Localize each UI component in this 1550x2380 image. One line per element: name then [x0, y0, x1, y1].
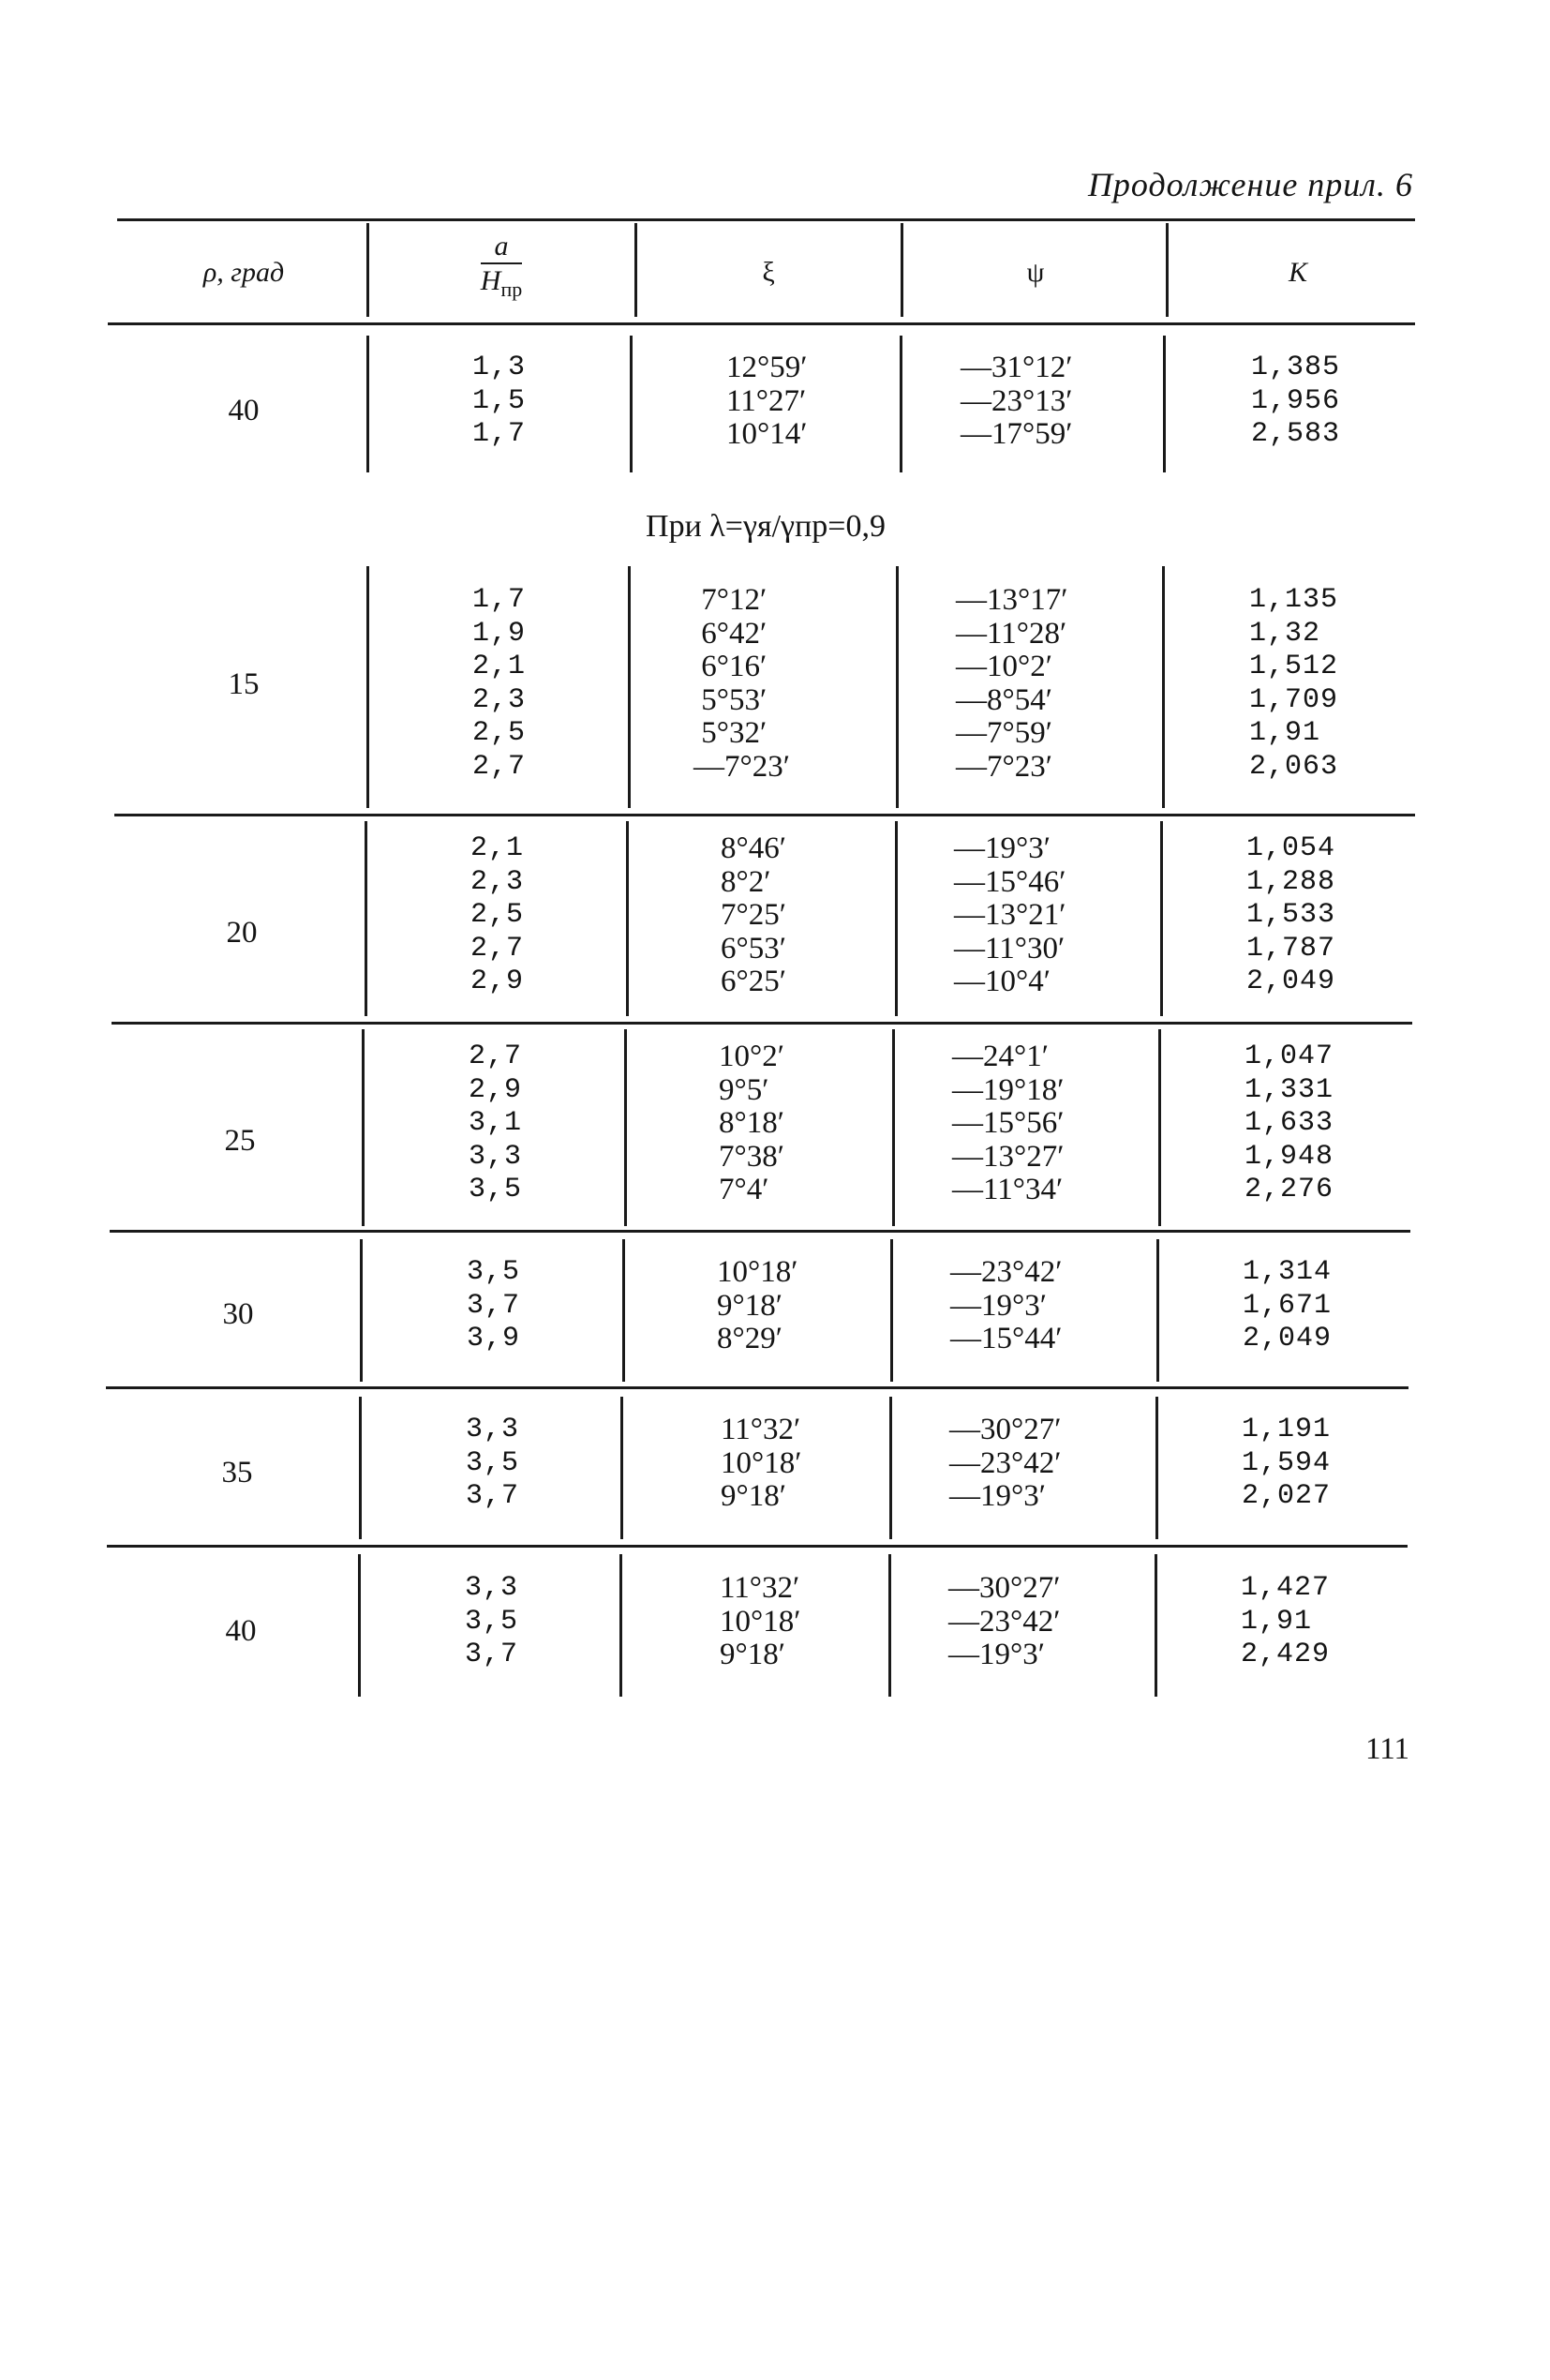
g40-psi: —30°27′ —23°42′ —19°3′: [948, 1571, 1061, 1672]
g25-divider-4: [1158, 1029, 1161, 1226]
g40-xi: 11°32′ 10°18′ 9°18′: [720, 1571, 801, 1672]
g15-divider-3: [896, 566, 899, 808]
g20-bottom-rule: [112, 1022, 1412, 1025]
g15-divider-1: [366, 566, 369, 808]
header-psi: ψ: [1026, 257, 1045, 288]
g20-psi: —19°3′ —15°46′ —13°21′ —11°30′ —10°4′: [954, 831, 1066, 999]
g15-divider-4: [1162, 566, 1165, 808]
g35-divider-3: [889, 1397, 892, 1539]
g25-rho: 25: [224, 1124, 256, 1158]
g20-divider-1: [365, 821, 367, 1016]
header-top-rule: [117, 218, 1415, 221]
ratio-den-main: H: [480, 265, 501, 296]
top-group-ratio: 1,3 1,5 1,7: [472, 352, 527, 451]
top-group-xi: 12°59′ 11°27′ 10°14′: [726, 351, 808, 452]
g40-divider-2: [619, 1554, 622, 1697]
g20-divider-2: [626, 821, 629, 1016]
g35-divider-2: [620, 1397, 623, 1539]
g25-divider-2: [624, 1029, 627, 1226]
ratio-den-sub: пр: [500, 277, 523, 301]
g30-bottom-rule: [106, 1386, 1408, 1389]
ratio-fraction: [481, 231, 522, 307]
g35-psi: —30°27′ —23°42′ —19°3′: [949, 1413, 1062, 1514]
g30-ratio: 3,5 3,7 3,9: [467, 1256, 521, 1355]
top-divider-2: [630, 336, 633, 472]
top-group-k: 1,385 1,956 2,583: [1251, 352, 1341, 451]
top-group-rho: 40: [228, 394, 260, 427]
g20-ratio: 2,1 2,3 2,5 2,7 2,9: [470, 832, 525, 998]
g20-k: 1,054 1,288 1,533 1,787 2,049: [1246, 832, 1336, 998]
g40-divider-4: [1155, 1554, 1157, 1697]
g15-divider-2: [628, 566, 631, 808]
g35-k: 1,191 1,594 2,027: [1242, 1414, 1332, 1513]
header-divider-1: [366, 223, 369, 317]
g30-divider-3: [890, 1239, 893, 1382]
top-divider-1: [366, 336, 369, 472]
g25-ratio: 2,7 2,9 3,1 3,3 3,5: [469, 1040, 523, 1206]
header-xi: ξ: [762, 257, 775, 288]
g30-k: 1,314 1,671 2,049: [1243, 1256, 1333, 1355]
g30-xi: 10°18′ 9°18′ 8°29′: [717, 1255, 798, 1356]
g40-ratio: 3,3 3,5 3,7: [465, 1572, 519, 1671]
g25-xi: 10°2′ 9°5′ 8°18′ 7°38′ 7°4′: [719, 1040, 784, 1207]
g15-rho: 15: [228, 667, 260, 701]
g30-psi: —23°42′ —19°3′ —15°44′: [950, 1255, 1063, 1356]
lambda-subheading: При λ=γя/γпр=0,9: [646, 509, 886, 544]
g20-xi: 8°46′ 8°2′ 7°25′ 6°53′ 6°25′: [721, 831, 786, 999]
g35-rho: 35: [221, 1456, 253, 1489]
ratio-numerator: a: [481, 231, 522, 264]
g20-divider-3: [895, 821, 898, 1016]
top-divider-3: [900, 336, 902, 472]
g30-divider-1: [360, 1239, 363, 1382]
g15-bottom-rule: [114, 814, 1415, 816]
top-group-psi: —31°12′ —23°13′ —17°59′: [961, 351, 1073, 452]
g35-xi: 11°32′ 10°18′ 9°18′: [721, 1413, 802, 1514]
table-caption: Продолжение прил. 6: [1087, 166, 1413, 203]
g30-divider-4: [1156, 1239, 1159, 1382]
g15-xi: 7°12′ 6°42′ 6°16′ 5°53′ 5°32′ —7°23′: [693, 583, 790, 784]
header-rho: ρ, град: [202, 257, 285, 288]
header-k: K: [1288, 257, 1307, 288]
g15-ratio: 1,7 1,9 2,1 2,3 2,5 2,7: [472, 584, 527, 783]
ratio-denominator: [481, 264, 522, 307]
g40-divider-1: [358, 1554, 361, 1697]
g15-psi: —13°17′ —11°28′ —10°2′ —8°54′ —7°59′ —7°23′: [956, 583, 1068, 784]
g35-bottom-rule: [107, 1545, 1408, 1548]
g35-divider-1: [359, 1397, 362, 1539]
g40-rho: 40: [225, 1614, 257, 1648]
header-divider-3: [901, 223, 903, 317]
g35-ratio: 3,3 3,5 3,7: [466, 1414, 520, 1513]
g20-rho: 20: [226, 916, 258, 950]
header-divider-2: [634, 223, 637, 317]
g35-divider-4: [1155, 1397, 1158, 1539]
top-divider-4: [1163, 336, 1166, 472]
g40-divider-3: [888, 1554, 891, 1697]
header-divider-4: [1166, 223, 1169, 317]
page-number: 111: [1364, 1732, 1409, 1766]
g25-divider-3: [892, 1029, 895, 1226]
g30-divider-2: [622, 1239, 625, 1382]
g15-k: 1,135 1,32 1,512 1,709 1,91 2,063: [1249, 584, 1339, 783]
g25-psi: —24°1′ —19°18′ —15°56′ —13°27′ —11°34′: [952, 1040, 1065, 1207]
g20-divider-4: [1160, 821, 1163, 1016]
g40-k: 1,427 1,91 2,429: [1241, 1572, 1331, 1671]
g25-divider-1: [362, 1029, 365, 1226]
g25-bottom-rule: [110, 1230, 1410, 1233]
header-bottom-rule: [108, 322, 1415, 325]
g30-rho: 30: [222, 1297, 254, 1331]
header-ratio: [375, 231, 628, 307]
g25-k: 1,047 1,331 1,633 1,948 2,276: [1244, 1040, 1334, 1206]
